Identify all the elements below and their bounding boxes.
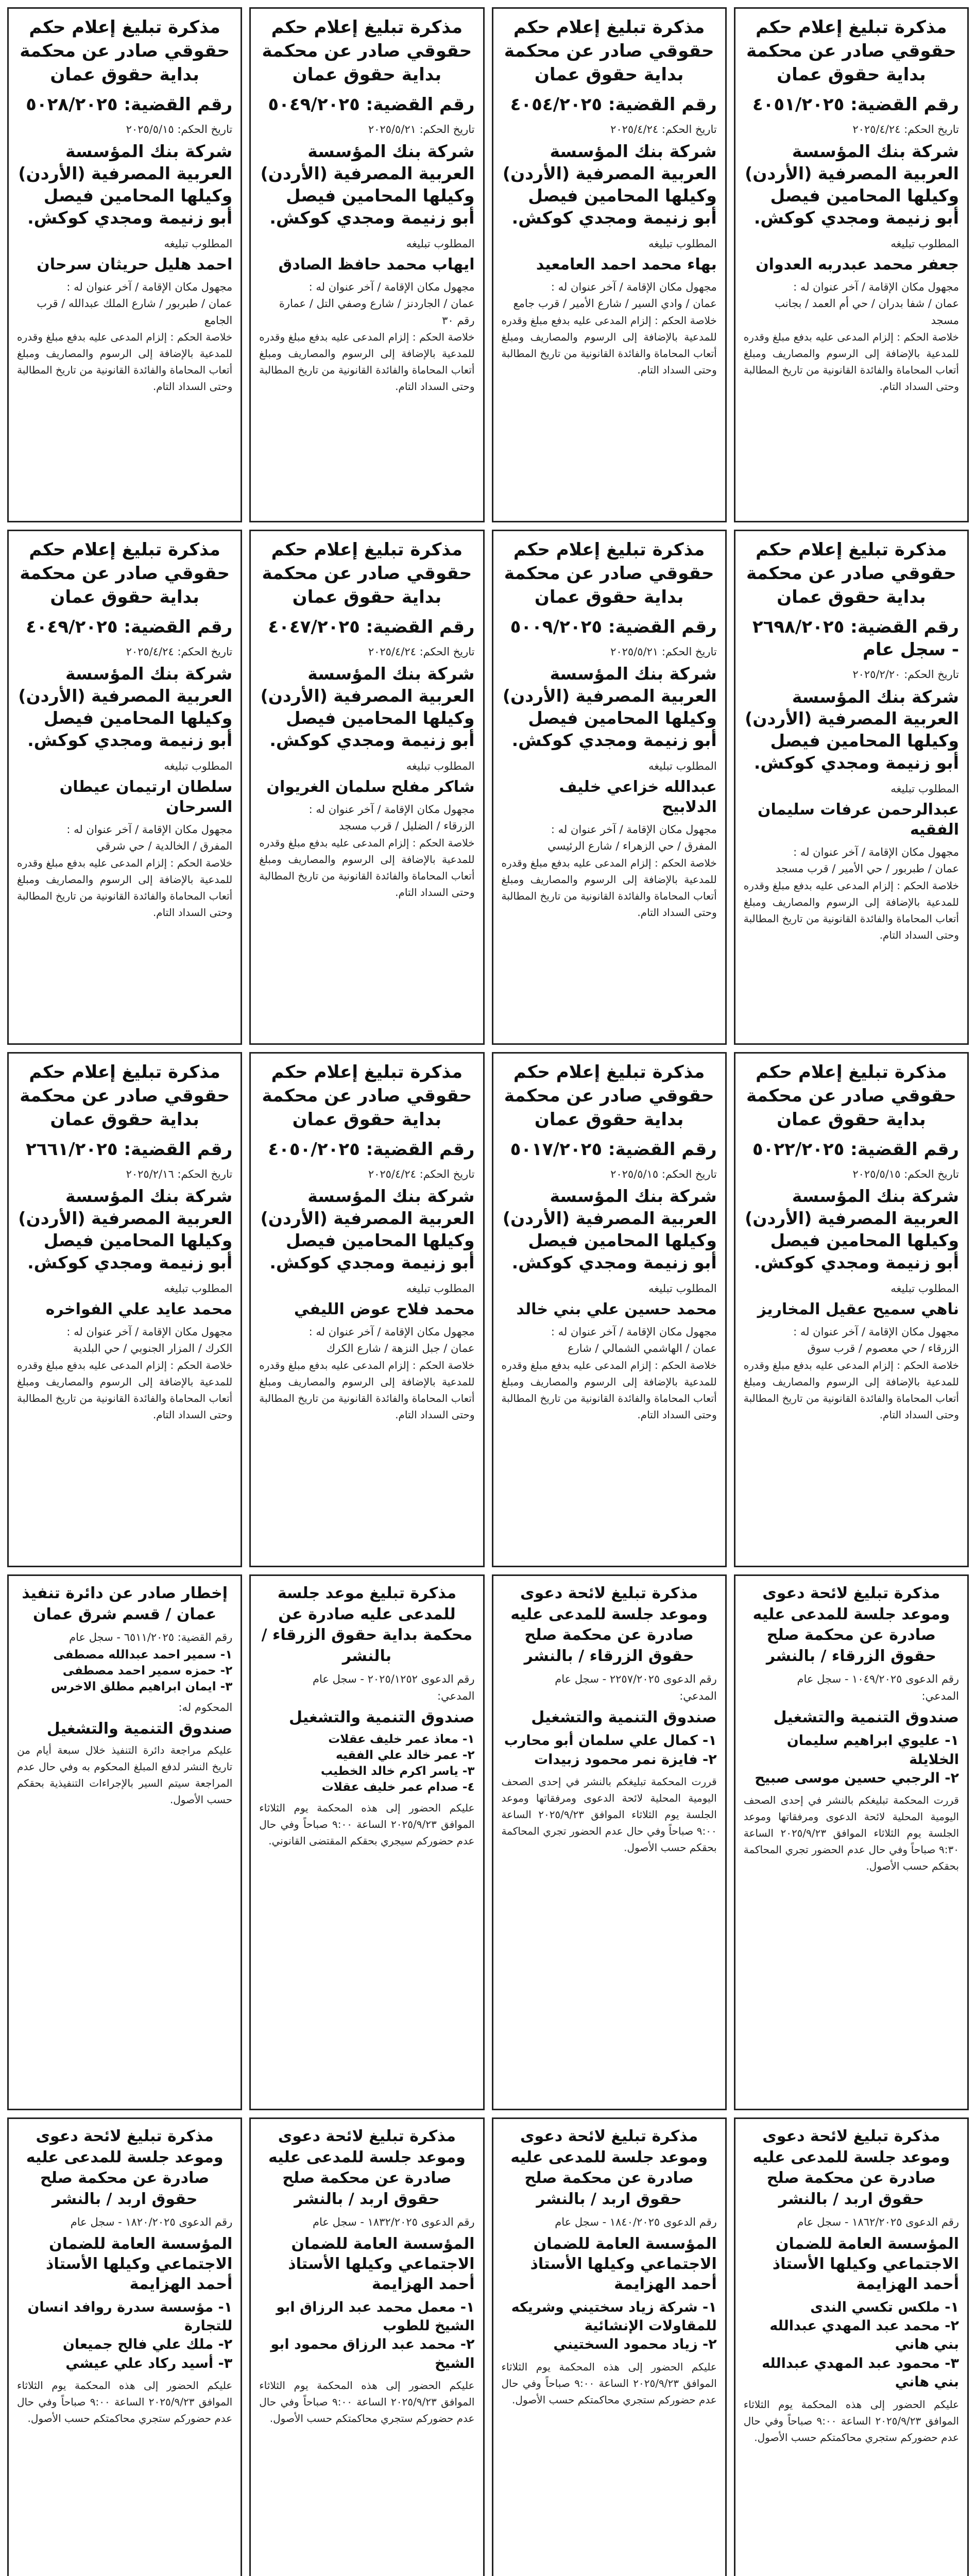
debtor-label: المطلوب تبليغه	[406, 1282, 475, 1295]
notices-row-3	[7, 1052, 969, 1567]
address-label: مجهول مكان الإقامة / آخر عنوان له :	[309, 280, 475, 293]
debtor-list	[502, 2298, 717, 2354]
creditor: صندوق التنمية والتشغيل	[289, 1708, 475, 1727]
judgement-date: تاريخ الحكم: ٢٠٢٥/٤/٢٤	[126, 645, 233, 658]
notice-title: مذكرة تبليغ لائحة دعوى وموعد جلسة للمدعى عليه صادرة عن محكمة صلح حقوق اربد / بالنشر	[26, 2127, 224, 2208]
address: الكرك / المزار الجنوبي / حي البلدية	[73, 1342, 233, 1355]
debtor-name: محمد حسين علي بني خالد	[516, 1300, 717, 1318]
notice-body: عليكم مراجعة دائرة التنفيذ خلال سبعة أيام من تاريخ النشر لدفع المبلغ المحكوم به وفي حال عدم المراجعة سيتم السير بالإجراءات التنفيذية بحقكم حسب الأصول.	[17, 1744, 233, 1806]
notice-title: مذكرة تبليغ إعلام حكم حقوقي صادر عن محكمة بداية حقوق عمان	[262, 1062, 472, 1130]
case-number: رقم الدعوى ٢٠٢٥/١٢٥٢ - سجل عام	[313, 1673, 475, 1685]
judgement-date: تاريخ الحكم: ٢٠٢٥/٥/٢١	[368, 123, 475, 135]
case-number: رقم القضية: ٥٠٠٩/٢٠٢٥	[510, 616, 717, 637]
debtor-name: ٣- ايمان ابراهيم مطلق الاخرس	[50, 1680, 233, 1693]
judgement-summary: خلاصة الحكم : إلزام المدعى عليه بدفع مبلغ وقدره للمدعية بالإضافة إلى الرسوم والمصاريف ومبلغ أتعاب المحاماة والفائدة القانونية من تاريخ المطالبة وحتى السداد التام.	[17, 331, 233, 393]
case-number: رقم القضية: ٥٠٤٩/٢٠٢٥	[268, 94, 475, 115]
debtor-list	[17, 2298, 232, 2374]
debtor-label: المطلوب تبليغه	[164, 759, 233, 772]
creditor: شركة بنك المؤسسة العربية المصرفية (الأردن) وكيلها المحامين فيصل أبو زنيمة ومجدي كوكش.	[260, 1186, 475, 1273]
debtor-name: ٢- ملك علي فالح جميعان	[62, 2336, 233, 2353]
debtor-label: المطلوب تبليغه	[164, 237, 233, 250]
judgement-notice-5	[734, 530, 969, 1045]
judgement-date: تاريخ الحكم: ٢٠٢٥/٤/٢٤	[368, 1167, 475, 1180]
judgement-summary: خلاصة الحكم : إلزام المدعى عليه بدفع مبلغ وقدره للمدعية بالإضافة إلى الرسوم والمصاريف ومبلغ أتعاب المحاماة والفائدة القانونية من تاريخ المطالبة وحتى السداد التام.	[259, 1359, 475, 1421]
address-label: مجهول مكان الإقامة / آخر عنوان له :	[793, 280, 959, 293]
debtor-name: ٣- محمود عبد المهدي عبدالله بني هاني	[762, 2355, 959, 2391]
creditor-label: المحكوم له:	[178, 1701, 233, 1714]
debtor-label: المطلوب تبليغه	[406, 237, 475, 250]
judgement-notice-4	[7, 7, 242, 522]
address: الزرقاء / الضليل / قرب مسجد	[339, 820, 475, 833]
notice-body: عليكم الحضور إلى هذه المحكمة يوم الثلاثاء الموافق ٢٠٢٥/٩/٢٣ الساعة ٩:٠٠ صباحاً وفي حال عدم حضوركم ستجري محاكمتكم حسب الأصول.	[501, 2360, 717, 2406]
lawsuit-notice-3	[249, 1574, 484, 2110]
address: الزرقاء / حي معصوم / قرب سوق	[807, 1342, 959, 1355]
judgement-notice-11	[249, 1052, 484, 1567]
judgement-notice-3	[249, 7, 484, 522]
case-number: رقم القضية: ٤٠٥٠/٢٠٢٥	[268, 1139, 475, 1160]
creditor: صندوق التنمية والتشغيل	[531, 1708, 717, 1727]
judgement-date: تاريخ الحكم: ٢٠٢٥/٤/٢٤	[610, 123, 717, 135]
notice-title: مذكرة تبليغ إعلام حكم حقوقي صادر عن محكمة بداية حقوق عمان	[20, 539, 230, 607]
irbid-notice-1	[734, 2117, 969, 2576]
irbid-notice-4	[7, 2117, 242, 2576]
creditor: المؤسسة العامة للضمان الاجتماعي وكيلها الأستاذ أحمد الهزايمة	[772, 2234, 959, 2293]
creditor: شركة بنك المؤسسة العربية المصرفية (الأردن) وكيلها المحامين فيصل أبو زنيمة ومجدي كوكش.	[502, 141, 717, 228]
debtor-list	[502, 1732, 717, 1769]
notice-title: مذكرة تبليغ لائحة دعوى وموعد جلسة للمدعى عليه صادرة عن محكمة صلح حقوق الزرقاء / بالنشر	[510, 1584, 708, 1665]
debtor-name: ١- شركة زياد سختيني وشريكه للمقاولات الإنشائية	[511, 2299, 717, 2334]
judgement-summary: خلاصة الحكم : إلزام المدعى عليه بدفع مبلغ وقدره للمدعية بالإضافة إلى الرسوم والمصاريف ومبلغ أتعاب المحاماة والفائدة القانونية من تاريخ المطالبة وحتى السداد التام.	[501, 314, 717, 376]
notice-title: مذكرة تبليغ إعلام حكم حقوقي صادر عن محكمة بداية حقوق عمان	[262, 17, 472, 85]
debtor-name: بهاء محمد احمد العامعيد	[536, 255, 717, 274]
debtor-list	[744, 2298, 959, 2392]
creditor: شركة بنك المؤسسة العربية المصرفية (الأردن) وكيلها المحامين فيصل أبو زنيمة ومجدي كوكش.	[18, 664, 233, 751]
judgement-date: تاريخ الحكم: ٢٠٢٥/٥/١٥	[610, 1167, 717, 1180]
judgement-date: تاريخ الحكم: ٢٠٢٥/٥/١٥	[852, 1167, 959, 1180]
creditor: شركة بنك المؤسسة العربية المصرفية (الأردن) وكيلها المحامين فيصل أبو زنيمة ومجدي كوكش.	[745, 686, 959, 773]
notice-title: مذكرة تبليغ موعد جلسة للمدعى عليه صادرة عن محكمة بداية حقوق الزرقاء / بالنشر	[261, 1584, 473, 1665]
notice-title: مذكرة تبليغ لائحة دعوى وموعد جلسة للمدعى عليه صادرة عن محكمة صلح حقوق الزرقاء / بالنشر	[752, 1584, 950, 1665]
judgement-notice-8	[7, 530, 242, 1045]
debtor-name: ٢- محمد عبد المهدي عبدالله بني هاني	[769, 2317, 959, 2353]
case-number: رقم الدعوى ١٨٣٢/٢٠٢٥ - سجل عام	[313, 2216, 475, 2228]
notice-title: مذكرة تبليغ إعلام حكم حقوقي صادر عن محكمة بداية حقوق عمان	[262, 539, 472, 607]
notice-title: مذكرة تبليغ إعلام حكم حقوقي صادر عن محكمة بداية حقوق عمان	[20, 1062, 230, 1130]
debtor-name: ايهاب محمد حافظ الصادق	[278, 255, 475, 274]
notice-title: مذكرة تبليغ لائحة دعوى وموعد جلسة للمدعى عليه صادرة عن محكمة صلح حقوق اربد / بالنشر	[268, 2127, 466, 2208]
address-label: مجهول مكان الإقامة / آخر عنوان له :	[66, 1325, 233, 1338]
address-label: مجهول مكان الإقامة / آخر عنوان له :	[66, 823, 233, 836]
judgement-date: تاريخ الحكم: ٢٠٢٥/٢/٢٠	[852, 668, 959, 681]
notice-title: مذكرة تبليغ لائحة دعوى وموعد جلسة للمدعى عليه صادرة عن محكمة صلح حقوق اربد / بالنشر	[510, 2127, 708, 2208]
debtor-name: ١- مؤسسة سدرة روافد انسان للتجارة	[27, 2299, 233, 2334]
creditor-label: المدعي:	[437, 1689, 475, 1702]
case-number: رقم القضية: ٦٥١١/٢٠٢٥ - سجل عام	[69, 1631, 233, 1643]
creditor: شركة بنك المؤسسة العربية المصرفية (الأردن) وكيلها المحامين فيصل أبو زنيمة ومجدي كوكش.	[260, 141, 475, 228]
debtor-name: ١- معاذ عمر خليف عقلات	[328, 1733, 475, 1747]
creditor: شركة بنك المؤسسة العربية المصرفية (الأردن) وكيلها المحامين فيصل أبو زنيمة ومجدي كوكش.	[502, 1186, 717, 1273]
address-label: مجهول مكان الإقامة / آخر عنوان له :	[793, 1325, 959, 1338]
debtor-name: عبدالله خزاعي خليف الدلابيح	[559, 777, 717, 816]
debtor-name: ١- معمل محمد عبد الرزاق ابو الشيخ للطوب	[276, 2299, 475, 2334]
judgement-summary: خلاصة الحكم : إلزام المدعى عليه بدفع مبلغ وقدره للمدعية بالإضافة إلى الرسوم والمصاريف ومبلغ أتعاب المحاماة والفائدة القانونية من تاريخ المطالبة وحتى السداد التام.	[259, 836, 475, 899]
creditor: صندوق التنمية والتشغيل	[46, 1720, 233, 1738]
debtor-label: المطلوب تبليغه	[648, 1282, 717, 1295]
debtor-name: جعفر محمد عبدربه العدوان	[756, 255, 959, 274]
judgement-notice-10	[492, 1052, 727, 1567]
debtor-label: المطلوب تبليغه	[891, 1282, 959, 1295]
debtor-list	[744, 1732, 959, 1788]
creditor: المؤسسة العامة للضمان الاجتماعي وكيلها الأستاذ أحمد الهزايمة	[288, 2234, 475, 2293]
judgement-date: تاريخ الحكم: ٢٠٢٥/٢/١٦	[126, 1167, 233, 1180]
judgement-notice-1	[734, 7, 969, 522]
notice-body: قررت المحكمة تبليغكم بالنشر في إحدى الصحف اليومية المحلية لائحة الدعوى ومرفقاتها وموعد الجلسة يوم الثلاثاء الموافق ٢٠٢٥/٩/٢٣ الساعة ٩:٠٠ صباحاً وفي حال عدم الحضور تجري المحاكمة بحقكم حسب الأصول.	[501, 1775, 717, 1854]
address: عمان / جبل النزهة / شارع الكرك	[326, 1342, 475, 1355]
debtor-name: ٢- محمد عبد الرزاق محمود ابو الشيخ	[270, 2336, 475, 2371]
notice-title: مذكرة تبليغ إعلام حكم حقوقي صادر عن محكمة بداية حقوق عمان	[20, 17, 230, 85]
address-label: مجهول مكان الإقامة / آخر عنوان له :	[551, 823, 717, 836]
judgement-date: تاريخ الحكم: ٢٠٢٥/٤/٢٤	[368, 645, 475, 658]
case-number: رقم القضية: ٤٠٥٤/٢٠٢٥	[510, 94, 717, 115]
notices-row-5	[7, 2117, 969, 2576]
case-number: رقم القضية: ٢٦٩٨/٢٠٢٥ - سجل عام	[752, 616, 959, 660]
address-label: مجهول مكان الإقامة / آخر عنوان له :	[551, 280, 717, 293]
notice-title: مذكرة تبليغ إعلام حكم حقوقي صادر عن محكمة بداية حقوق عمان	[746, 1062, 956, 1130]
judgement-summary: خلاصة الحكم : إلزام المدعى عليه بدفع مبلغ وقدره للمدعية بالإضافة إلى الرسوم والمصاريف ومبلغ أتعاب المحاماة والفائدة القانونية من تاريخ المطالبة وحتى السداد التام.	[17, 1359, 233, 1421]
case-number: رقم القضية: ٤٠٤٧/٢٠٢٥	[268, 616, 475, 637]
judgement-summary: خلاصة الحكم : إلزام المدعى عليه بدفع مبلغ وقدره للمدعية بالإضافة إلى الرسوم والمصاريف ومبلغ أتعاب المحاماة والفائدة القانونية من تاريخ المطالبة وحتى السداد التام.	[501, 1359, 717, 1421]
judgement-summary: خلاصة الحكم : إلزام المدعى عليه بدفع مبلغ وقدره للمدعية بالإضافة إلى الرسوم والمصاريف ومبلغ أتعاب المحاماة والفائدة القانونية من تاريخ المطالبة وحتى السداد التام.	[17, 856, 233, 919]
debtor-name: ١- كمال علي سلمان أبو محارب	[504, 1733, 717, 1749]
creditor: صندوق التنمية والتشغيل	[773, 1708, 959, 1727]
address: عمان / طبربور / شارع الملك عبدالله / قرب الجامع	[37, 297, 233, 327]
creditor: شركة بنك المؤسسة العربية المصرفية (الأردن) وكيلها المحامين فيصل أبو زنيمة ومجدي كوكش.	[18, 141, 233, 228]
notice-title: إخطار صادر عن دائرة تنفيذ عمان / قسم شرق عمان	[22, 1584, 228, 1623]
creditor: المؤسسة العامة للضمان الاجتماعي وكيلها الأستاذ أحمد الهزايمة	[530, 2234, 717, 2293]
case-number: رقم القضية: ٥٠١٧/٢٠٢٥	[510, 1139, 717, 1160]
case-number: رقم القضية: ٥٠٢٨/٢٠٢٥	[26, 94, 233, 115]
notice-title: مذكرة تبليغ إعلام حكم حقوقي صادر عن محكمة بداية حقوق عمان	[504, 1062, 714, 1130]
judgement-notice-2	[492, 7, 727, 522]
irbid-notice-3	[249, 2117, 484, 2576]
debtor-name: ٤- صدام عمر خليف عقلات	[321, 1781, 475, 1794]
notice-body: عليكم الحضور إلى هذه المحكمة يوم الثلاثاء الموافق ٢٠٢٥/٩/٢٣ الساعة ٩:٠٠ صباحاً وفي حال عدم حضوركم ستجري محاكمتكم حسب الأصول.	[259, 2379, 475, 2425]
debtor-name: ٢- عمر خالد علي الفقيه	[335, 1749, 475, 1762]
notice-title: مذكرة تبليغ إعلام حكم حقوقي صادر عن محكمة بداية حقوق عمان	[504, 539, 714, 607]
debtor-name: ٢- حمزه سمير احمد مصطفى	[62, 1664, 233, 1677]
case-number: رقم الدعوى ١٨٤٠/٢٠٢٥ - سجل عام	[555, 2216, 717, 2228]
notices-row-2	[7, 530, 969, 1045]
case-number: رقم الدعوى ٢٢٥٧/٢٠٢٥ - سجل عام	[555, 1673, 717, 1685]
creditor-label: المدعي:	[679, 1689, 717, 1702]
judgement-summary: خلاصة الحكم : إلزام المدعى عليه بدفع مبلغ وقدره للمدعية بالإضافة إلى الرسوم والمصاريف ومبلغ أتعاب المحاماة والفائدة القانونية من تاريخ المطالبة وحتى السداد التام.	[501, 856, 717, 919]
case-number: رقم القضية: ٥٠٢٢/٢٠٢٥	[752, 1139, 959, 1160]
address: عمان / الجاردنز / شارع وصفي التل / عمارة رقم ٣٠	[279, 297, 475, 327]
address: المفرق / حي الزهراء / شارع الرئيسي	[547, 840, 717, 853]
case-number: رقم القضية: ٤٠٤٩/٢٠٢٥	[26, 616, 233, 637]
case-number: رقم القضية: ٤٠٥١/٢٠٢٥	[752, 94, 959, 115]
debtor-list	[259, 2298, 474, 2374]
notice-title: مذكرة تبليغ إعلام حكم حقوقي صادر عن محكمة بداية حقوق عمان	[746, 17, 956, 85]
judgement-summary: خلاصة الحكم : إلزام المدعى عليه بدفع مبلغ وقدره للمدعية بالإضافة إلى الرسوم والمصاريف ومبلغ أتعاب المحاماة والفائدة القانونية من تاريخ المطالبة وحتى السداد التام.	[259, 331, 475, 393]
lawsuit-notice-2	[492, 1574, 727, 2110]
debtor-name: شاكر مفلح سلمان الغريوان	[266, 777, 475, 796]
debtor-list	[259, 1732, 474, 1795]
debtor-list	[17, 1647, 232, 1695]
notices-row-4	[7, 1574, 969, 2110]
notice-title: مذكرة تبليغ لائحة دعوى وموعد جلسة للمدعى عليه صادرة عن محكمة صلح حقوق اربد / بالنشر	[752, 2127, 950, 2208]
debtor-label: المطلوب تبليغه	[406, 759, 475, 772]
notice-body: قررت المحكمة تبليغكم بالنشر في إحدى الصحف اليومية المحلية لائحة الدعوى ومرفقاتها وموعد الجلسة يوم الثلاثاء الموافق ٢٠٢٥/٩/٢٣ الساعة ٩:٣٠ صباحاً وفي حال عدم الحضور تجري المحاكمة بحقكم حسب الأصول.	[743, 1794, 959, 1873]
debtor-label: المطلوب تبليغه	[891, 783, 959, 795]
creditor: شركة بنك المؤسسة العربية المصرفية (الأردن) وكيلها المحامين فيصل أبو زنيمة ومجدي كوكش.	[260, 664, 475, 751]
creditor: شركة بنك المؤسسة العربية المصرفية (الأردن) وكيلها المحامين فيصل أبو زنيمة ومجدي كوكش.	[18, 1186, 233, 1273]
creditor: شركة بنك المؤسسة العربية المصرفية (الأردن) وكيلها المحامين فيصل أبو زنيمة ومجدي كوكش.	[745, 141, 959, 228]
judgement-summary: خلاصة الحكم : إلزام المدعى عليه بدفع مبلغ وقدره للمدعية بالإضافة إلى الرسوم والمصاريف ومبلغ أتعاب المحاماة والفائدة القانونية من تاريخ المطالبة وحتى السداد التام.	[743, 879, 959, 941]
debtor-name: محمد فلاح عوض الليفي	[294, 1300, 475, 1318]
case-number: رقم الدعوى ١٠٤٩/٢٠٢٥ - سجل عام	[797, 1673, 959, 1685]
debtor-name: ناهي سميح عقيل المخاريز	[757, 1300, 959, 1318]
judgement-summary: خلاصة الحكم : إلزام المدعى عليه بدفع مبلغ وقدره للمدعية بالإضافة إلى الرسوم والمصاريف ومبلغ أتعاب المحاماة والفائدة القانونية من تاريخ المطالبة وحتى السداد التام.	[743, 1359, 959, 1421]
debtor-name: ١- ملكس تكسي الندى	[810, 2299, 959, 2315]
address-label: مجهول مكان الإقامة / آخر عنوان له :	[309, 803, 475, 816]
address-label: مجهول مكان الإقامة / آخر عنوان له :	[793, 845, 959, 858]
address: عمان / شفا بدران / حي أم العمد / بجانب مسجد	[775, 297, 959, 327]
judgement-notice-7	[249, 530, 484, 1045]
lawsuit-notice-1	[734, 1574, 969, 2110]
notice-body: عليكم الحضور إلى هذه المحكمة يوم الثلاثاء الموافق ٢٠٢٥/٩/٢٣ الساعة ٩:٠٠ صباحاً وفي حال عدم حضوركم ستجري محاكمتكم حسب الأصول.	[17, 2379, 233, 2425]
address: عمان / طبربور / حي الأمير / قرب مسجد	[775, 862, 959, 875]
debtor-label: المطلوب تبليغه	[164, 1282, 233, 1295]
judgement-date: تاريخ الحكم: ٢٠٢٥/٥/١٥	[126, 123, 233, 135]
debtor-label: المطلوب تبليغه	[891, 237, 959, 250]
debtor-name: عبدالرحمن عرفات سليمان الفقيه	[757, 800, 959, 839]
judgement-date: تاريخ الحكم: ٢٠٢٥/٥/٢١	[610, 645, 717, 658]
irbid-notice-2	[492, 2117, 727, 2576]
judgement-notice-6	[492, 530, 727, 1045]
debtor-name: محمد عايد علي الفواخره	[45, 1300, 233, 1318]
address: المفرق / الخالدية / حي شرقي	[96, 840, 233, 853]
debtor-name: ٢- فايزة نمر محمود زبيدات	[534, 1751, 717, 1768]
notice-title: مذكرة تبليغ إعلام حكم حقوقي صادر عن محكمة بداية حقوق عمان	[504, 17, 714, 85]
execution-notice	[7, 1574, 242, 2110]
judgement-notice-12	[7, 1052, 242, 1567]
notice-body: عليكم الحضور إلى هذه المحكمة يوم الثلاثاء الموافق ٢٠٢٥/٩/٢٣ الساعة ٩:٠٠ صباحاً وفي حال عدم حضوركم ستجري محاكمتكم حسب الأصول.	[743, 2398, 959, 2444]
debtor-name: ٣- أسيد ركاد علي عيشي	[65, 2355, 233, 2371]
case-number: رقم الدعوى ١٨٢٠/٢٠٢٥ - سجل عام	[70, 2216, 233, 2228]
address: عمان / الهاشمي الشمالي / شارع	[568, 1342, 717, 1355]
debtor-name: احمد هليل حريثان سرحان	[37, 255, 233, 274]
creditor-label: المدعي:	[921, 1689, 959, 1702]
address: عمان / وادي السير / شارع الأمير / قرب جامع	[513, 297, 717, 310]
creditor: المؤسسة العامة للضمان الاجتماعي وكيلها الأستاذ أحمد الهزايمة	[45, 2234, 233, 2293]
debtor-label: المطلوب تبليغه	[648, 237, 717, 250]
judgement-date: تاريخ الحكم: ٢٠٢٥/٤/٢٤	[852, 123, 959, 135]
debtor-name: ٢- زياد محمود السختيني	[553, 2336, 717, 2353]
notice-title: مذكرة تبليغ إعلام حكم حقوقي صادر عن محكمة بداية حقوق عمان	[746, 539, 956, 607]
notices-row-1	[7, 7, 969, 522]
debtor-name: ١- سمير احمد عبدالله مصطفى	[53, 1648, 233, 1662]
notice-body: عليكم الحضور إلى هذه المحكمة يوم الثلاثاء الموافق ٢٠٢٥/٩/٢٣ الساعة ٩:٠٠ صباحاً وفي حال عدم حضوركم سيجري بحقكم المقتضى القانوني.	[259, 1802, 475, 1848]
judgement-notice-9	[734, 1052, 969, 1567]
creditor: شركة بنك المؤسسة العربية المصرفية (الأردن) وكيلها المحامين فيصل أبو زنيمة ومجدي كوكش.	[745, 1186, 959, 1273]
address-label: مجهول مكان الإقامة / آخر عنوان له :	[66, 280, 233, 293]
debtor-name: ٢- الرجبي حسين موسى صبيح	[755, 1770, 959, 1786]
address-label: مجهول مكان الإقامة / آخر عنوان له :	[551, 1325, 717, 1338]
judgement-summary: خلاصة الحكم : إلزام المدعى عليه بدفع مبلغ وقدره للمدعية بالإضافة إلى الرسوم والمصاريف ومبلغ أتعاب المحاماة والفائدة القانونية من تاريخ المطالبة وحتى السداد التام.	[743, 331, 959, 393]
address-label: مجهول مكان الإقامة / آخر عنوان له :	[309, 1325, 475, 1338]
case-number: رقم الدعوى ١٨٦٢/٢٠٢٥ - سجل عام	[797, 2216, 959, 2228]
debtor-name: سلطان ارتيمان عيطان السرحان	[59, 777, 233, 816]
case-number: رقم القضية: ٢٦٦١/٢٠٢٥	[26, 1139, 233, 1160]
debtor-name: ٣- ياسر اكرم خالد الخطيب	[320, 1765, 475, 1778]
debtor-name: ١- عليوي ابراهيم سليمان الخلايلة	[786, 1733, 959, 1768]
creditor: شركة بنك المؤسسة العربية المصرفية (الأردن) وكيلها المحامين فيصل أبو زنيمة ومجدي كوكش.	[502, 664, 717, 751]
debtor-label: المطلوب تبليغه	[648, 759, 717, 772]
